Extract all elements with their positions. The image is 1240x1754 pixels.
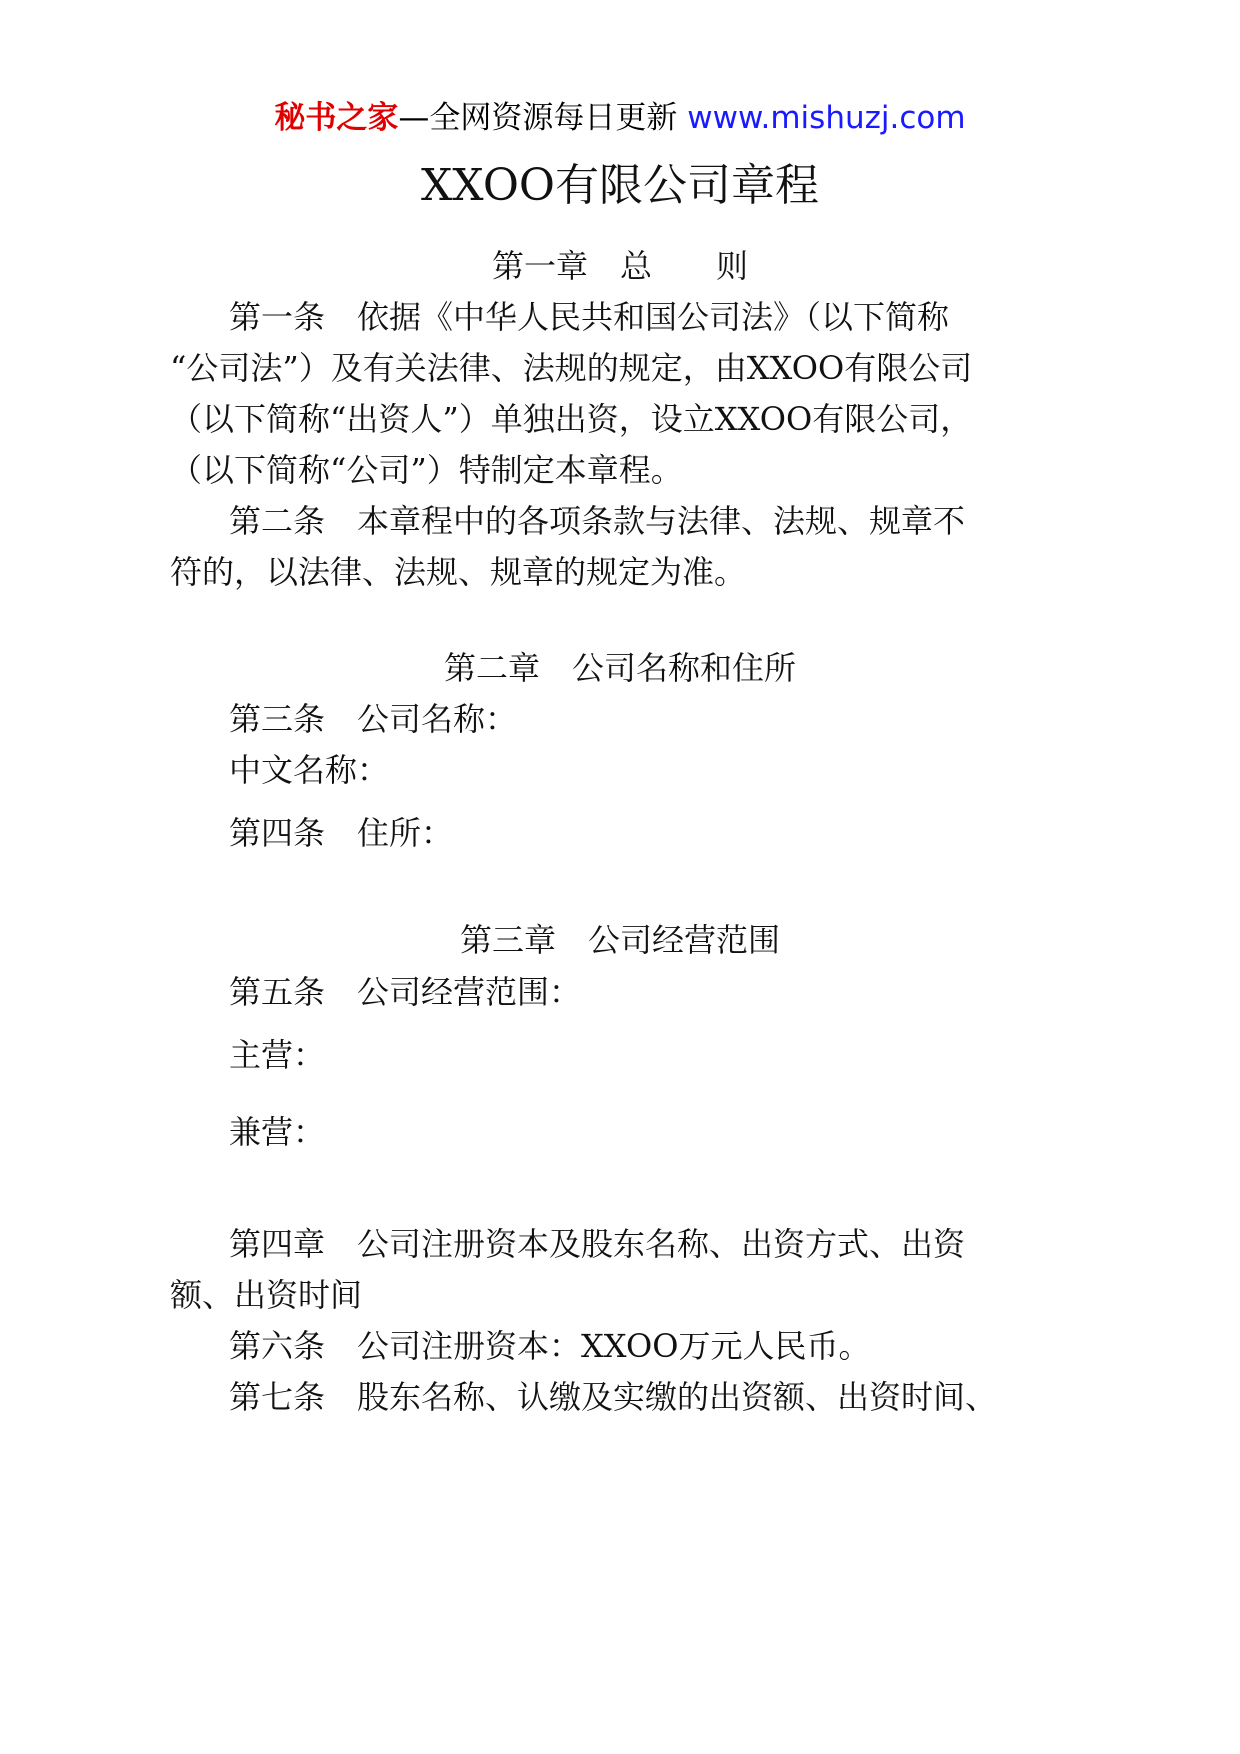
side-business-label: 兼营： [229, 1113, 326, 1151]
article-7-line-1: 第七条 股东名称、认缴及实缴的出资额、出资时间、 [229, 1378, 998, 1416]
article-1-line-1: 第一条 依据《中华人民共和国公司法》（以下简称 [229, 298, 950, 336]
article-2-line-2: 符的，以法律、法规、规章的规定为准。 [170, 553, 747, 591]
banner-brand: 秘书之家 [274, 100, 399, 136]
chapter-2-heading: 第二章 公司名称和住所 [443, 649, 796, 687]
article-1-line-2: “公司法”）及有关法律、法规的规定，由XXOO有限公司 [170, 349, 973, 387]
site-banner [0, 98, 1240, 138]
banner-url-link[interactable]: www.mishuzj.com [687, 100, 966, 136]
chapter-1-heading: 第一章 总 则 [491, 247, 748, 285]
document-title: XXOO有限公司章程 [420, 160, 820, 211]
article-1-line-3: （以下简称“出资人”）单独出资，设立XXOO有限公司， [170, 400, 973, 438]
article-5: 第五条 公司经营范围： [229, 973, 582, 1011]
article-2-line-1: 第二条 本章程中的各项条款与法律、法规、规章不 [229, 502, 966, 540]
chinese-name-label: 中文名称： [229, 751, 390, 789]
chapter-3-heading: 第三章 公司经营范围 [459, 921, 780, 959]
article-3: 第三条 公司名称： [229, 700, 518, 738]
main-business-label: 主营： [229, 1036, 326, 1074]
chapter-4-heading-line-2: 额、出资时间 [170, 1276, 363, 1314]
banner-slogan: —全网资源每日更新 [398, 100, 678, 136]
article-1-line-4: （以下简称“公司”）特制定本章程。 [170, 451, 683, 489]
chapter-4-heading-line-1: 第四章 公司注册资本及股东名称、出资方式、出资 [229, 1225, 966, 1263]
article-4: 第四条 住所： [229, 814, 454, 852]
article-6: 第六条 公司注册资本：XXOO万元人民币。 [229, 1327, 871, 1365]
